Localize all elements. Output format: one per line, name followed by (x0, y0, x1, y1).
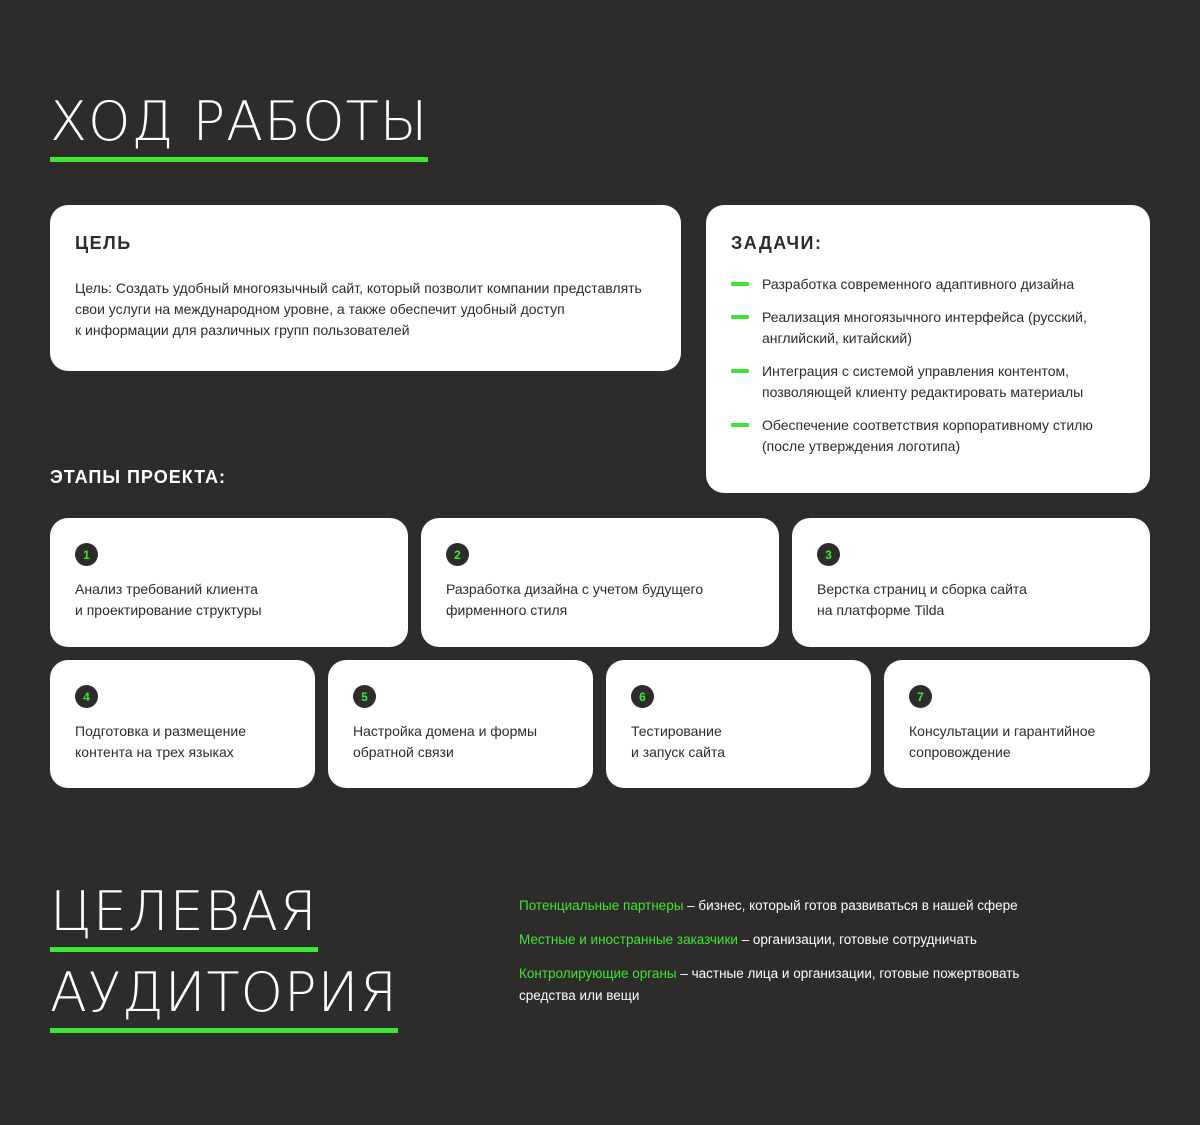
goal-heading: ЦЕЛЬ (75, 233, 132, 253)
stage-card-3 (792, 518, 1150, 647)
dash-bullet-icon (731, 282, 749, 286)
stage-number-badge: 6 (631, 685, 654, 708)
stage-text-line: на платформе Tilda (817, 602, 945, 618)
stage-number-badge: 7 (909, 685, 932, 708)
work-progress-title (50, 90, 429, 162)
audience-item (519, 929, 1079, 951)
stage-text-line: Настройка домена и формы (353, 723, 538, 739)
task-text-line: позволяющей клиенту редактировать материалы (762, 384, 1084, 400)
audience-list (519, 895, 1079, 1019)
stage-card-7 (884, 660, 1150, 788)
task-item (731, 274, 1125, 295)
task-item (731, 307, 1125, 349)
task-text-line: Интеграция с системой управления контентом, (762, 363, 1070, 379)
stage-number-badge: 4 (75, 685, 98, 708)
task-text-line: английский, китайский) (762, 330, 912, 346)
task-text-line: Обеспечение соответствия корпоративному стилю (762, 417, 1093, 433)
target-audience-title-line: АУДИТОРИЯ (50, 966, 398, 1033)
stage-number-badge: 1 (75, 543, 98, 566)
stage-text-line: и запуск сайта (631, 744, 726, 760)
goal-card (50, 205, 681, 371)
task-text-line: Разработка современного адаптивного дизайна (762, 276, 1075, 292)
task-item (731, 361, 1125, 403)
stage-card-1 (50, 518, 408, 647)
goal-text-line: свои услуги на международном уровне, а также обеспечит удобный доступ (75, 301, 565, 317)
audience-item (519, 963, 1059, 1007)
audience-item (519, 895, 1079, 917)
stage-text-line: контента на трех языках (75, 744, 234, 760)
stage-text-line: Анализ требований клиента (75, 581, 258, 597)
stage-card-5 (328, 660, 593, 788)
work-progress-title-text: ХОД РАБОТЫ (50, 95, 428, 162)
stage-text-line: Подготовка и размещение (75, 723, 247, 739)
audience-key: Контролирующие органы (519, 966, 677, 981)
stage-number-badge: 2 (446, 543, 469, 566)
stage-text-line: Разработка дизайна с учетом будущего (446, 581, 704, 597)
target-audience-title-line: ЦЕЛЕВАЯ (50, 885, 318, 952)
goal-text-line: Цель: Создать удобный многоязычный сайт, который позволит компании представлять (75, 280, 642, 296)
dash-bullet-icon (731, 369, 749, 373)
audience-desc: – бизнес, который готов развиваться в нашей сфере (683, 898, 1018, 913)
tasks-heading: ЗАДАЧИ: (731, 233, 823, 253)
task-text-line: Реализация многоязычного интерфейса (русский, (762, 309, 1087, 325)
audience-desc: – организации, готовые сотрудничать (737, 932, 977, 947)
stage-number-badge: 3 (817, 543, 840, 566)
stage-text-line: Консультации и гарантийное (909, 723, 1096, 739)
task-text-line: (после утверждения логотипа) (762, 438, 961, 454)
stage-text-line: сопровождение (909, 744, 1011, 760)
goal-text (75, 278, 656, 341)
dash-bullet-icon (731, 423, 749, 427)
tasks-list (731, 274, 1125, 457)
stage-number-badge: 5 (353, 685, 376, 708)
target-audience-title (50, 880, 398, 1047)
goal-text-line: к информации для различных групп пользователей (75, 322, 410, 338)
dash-bullet-icon (731, 315, 749, 319)
stage-text-line: фирменного стиля (446, 602, 568, 618)
stage-card-4 (50, 660, 315, 788)
audience-key: Местные и иностранные заказчики (519, 932, 738, 947)
task-item (731, 415, 1125, 457)
stages-title: ЭТАПЫ ПРОЕКТА: (50, 467, 226, 487)
stage-text-line: Тестирование (631, 723, 722, 739)
audience-key: Потенциальные партнеры (519, 898, 684, 913)
stage-text-line: Верстка страниц и сборка сайта (817, 581, 1027, 597)
stage-card-6 (606, 660, 871, 788)
stage-text-line: и проектирование структуры (75, 602, 262, 618)
audience-desc: – частные лица и организации, готовые пожертвовать средства или вещи (519, 966, 1020, 1003)
stage-text-line: обратной связи (353, 744, 454, 760)
tasks-card (706, 205, 1150, 493)
stage-card-2 (421, 518, 779, 647)
